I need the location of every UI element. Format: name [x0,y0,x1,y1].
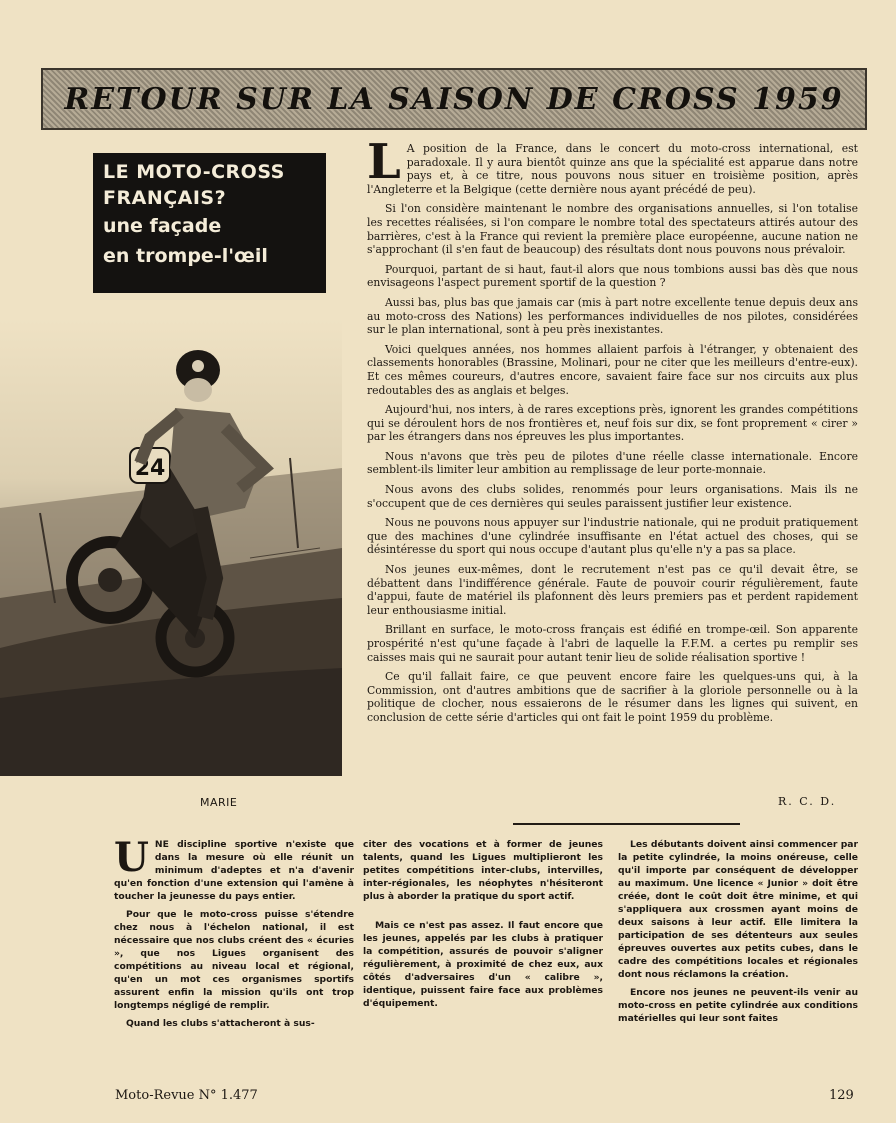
page-number: 129 [829,1088,854,1103]
article-paragraph: Pourquoi, partant de si haut, faut-il alors que nous tombions aussi bas dès que nous envisageons l'aspect purement sportif de la question ? [367,262,858,290]
article-body [367,134,858,731]
article-paragraph: L A position de la France, dans le concert du moto-cross international, est paradoxale. Il y aura bientôt quinze ans que la spécialité est apparue dans notre pays et, à ce titre, nous pouvons nous situer en troisième position, après l'Angleterre et la Belgique (cette dernière nous ayant précédé de peu). [367,134,858,196]
headline-line-4: en trompe-l'œil [103,245,268,267]
column-paragraph: Pour que le moto-cross puisse s'étendre chez nous à l'échelon national, il est nécessaire que nos clubs créent des « écuries », que nos Ligues organisent des compétitions au niveau local et régional, qu'en un mot ces organismes sportifs assurent enfin la mission qu'ils ont trop longtemps négligé de remplir. [114,909,354,1011]
section-divider [513,823,740,825]
article-paragraph: Nous avons des clubs solides, renommés pour leurs organisations. Mais ils ne s'occupent que de ces dernières qui seules paraissent justifier leur existence. [367,483,858,510]
headline-line-3: une façade [103,215,222,237]
article-paragraph: Nous n'avons que très peu de pilotes d'une réelle classe internationale. Encore semblent-ils limiter leur ambition au remplissage de leur porte-monnaie. [367,449,858,477]
headline-line-1: LE MOTO-CROSS [103,161,285,183]
column-3 [618,838,858,1030]
column-paragraph: citer des vocations et à former de jeunes talents, quand les Ligues multiplieront les petites compétitions inter-clubs, intervilles, inter-régionales, les néophytes n'hésiteront plus à aborder la pratique du sport actif. [363,839,603,902]
motocross-photo [0,318,342,776]
headline-line-2: FRANÇAIS? [103,187,227,209]
magazine-issue: Moto-Revue N° 1.477 [115,1088,258,1103]
article-paragraph: Nous ne pouvons nous appuyer sur l'industrie nationale, qui ne produit pratiquement que des machines d'une cylindrée insuffisante en l'état actuel des choses, qui se désintéresse du sport qui nous occupe d'autant plus qu'elle n'y a pas sa place. [367,516,858,557]
column-paragraph: Encore nos jeunes ne peuvent-ils venir au moto-cross en petite cylindrée aux conditions matérielles qui leur sont faites [618,987,858,1024]
column-paragraph: Quand les clubs s'attacheront à sus- [126,1018,315,1029]
article-paragraph: Ce qu'il fallait faire, ce que peuvent encore faire les quelques-uns qui, à la Commission, ont d'autres ambitions que de sacrifier à la gloriole personnelle ou à la politique de clocher, nous essaierons de le résumer dans les lignes qui suivent, en conclusion de cette série d'articles qui ont fait le point 1959 du problème. [367,670,858,724]
author-signature: R. C. D. [778,795,837,808]
drop-cap: U [114,834,149,881]
column-paragraph: Mais ce n'est pas assez. Il faut encore que les jeunes, appelés par les clubs à pratiquer la compétition, assurés de pouvoir s'aligner régulièrement, à proximité de chez eux, aux côtés d'adversaires d'un « calibre », identique, puissent faire face aux problèmes d'équipement. [363,920,603,1009]
column-1 [114,834,354,1035]
article-paragraph: Aussi bas, plus bas que jamais car (mis à part notre excellente tenue depuis deux ans au moto-cross des Nations) les performances individuelles de nos pilotes, considérées sur le plan international, sont à peu près inexistantes. [367,295,858,337]
banner-title: RETOUR SUR LA SAISON DE CROSS 1959 [64,81,844,117]
article-paragraph: Si l'on considère maintenant le nombre des organisations annuelles, si l'on totalise les recettes réalisées, si l'on compare le nombre total des spectateurs attirés autour des barrières, c'est à la France qui revient la première place européenne, aucune nation ne s'approchant (il s'en faut de beaucoup) des résultats dont nous pouvons nous prévaloir. [367,202,858,257]
race-number: 24 [134,456,166,481]
column-paragraph: UNE discipline sportive n'existe que dans la mesure où elle réunit un minimum d'adeptes et n'a d'avenir qu'en fonction d'une extension qui l'amène à toucher la jeunesse du pays entier. [114,834,354,902]
photo-caption: MARIE [200,796,238,809]
headline-box [93,153,326,293]
column-2 [363,838,603,1015]
article-paragraph: Nos jeunes eux-mêmes, dont le recrutement n'est pas ce qu'il devait être, se débattent dans l'indifférence générale. Faute de pouvoir courir régulièrement, faute d'appui, faute de matériel ils plafonnent dès leurs premiers pas et perdent rapidement leur enthousiasme initial. [367,563,858,617]
column-paragraph: Les débutants doivent ainsi commencer par la petite cylindrée, la moins onéreuse, celle qu'il importe par conséquent de développer au maximum. Une licence « Junior » doit être créée, dont le coût doit être minime, et qui s'appliquera aux crossmen ayant moins de deux saisons à leur actif. Elle limitera la participation de ses détenteurs aux seules épreuves ouvertes aux petits cubes, dans le cadre des compétitions locales et régionales dont nous réclamons la création. [618,839,858,980]
article-paragraph: Aujourd'hui, nos inters, à de rares exceptions près, ignorent les grandes compétitions qui se déroulent hors de nos frontières et, neuf fois sur dix, se font proprement « cirer » par les étrangers dans nos épreuves les plus importantes. [367,403,858,444]
drop-cap: L [367,134,401,190]
article-banner [41,68,867,130]
article-paragraph: Brillant en surface, le moto-cross français est édifié en trompe-œil. Son apparente prospérité n'est qu'une façade à l'abri de laquelle la F.F.M. a certes pu remplir ses caisses mais qui ne saurait pour autant tenir lieu de solide réalisation sportive ! [367,623,858,664]
article-paragraph: Voici quelques années, nos hommes allaient parfois à l'étranger, y obtenaient des classements honorables (Brassine, Molinari, pour ne citer que les meilleurs d'entre-eux). Et ces mêmes coureurs, d'autres encore, savaient faire face sur nos circuits aux plus redoutables des as anglais et belges. [367,342,858,397]
